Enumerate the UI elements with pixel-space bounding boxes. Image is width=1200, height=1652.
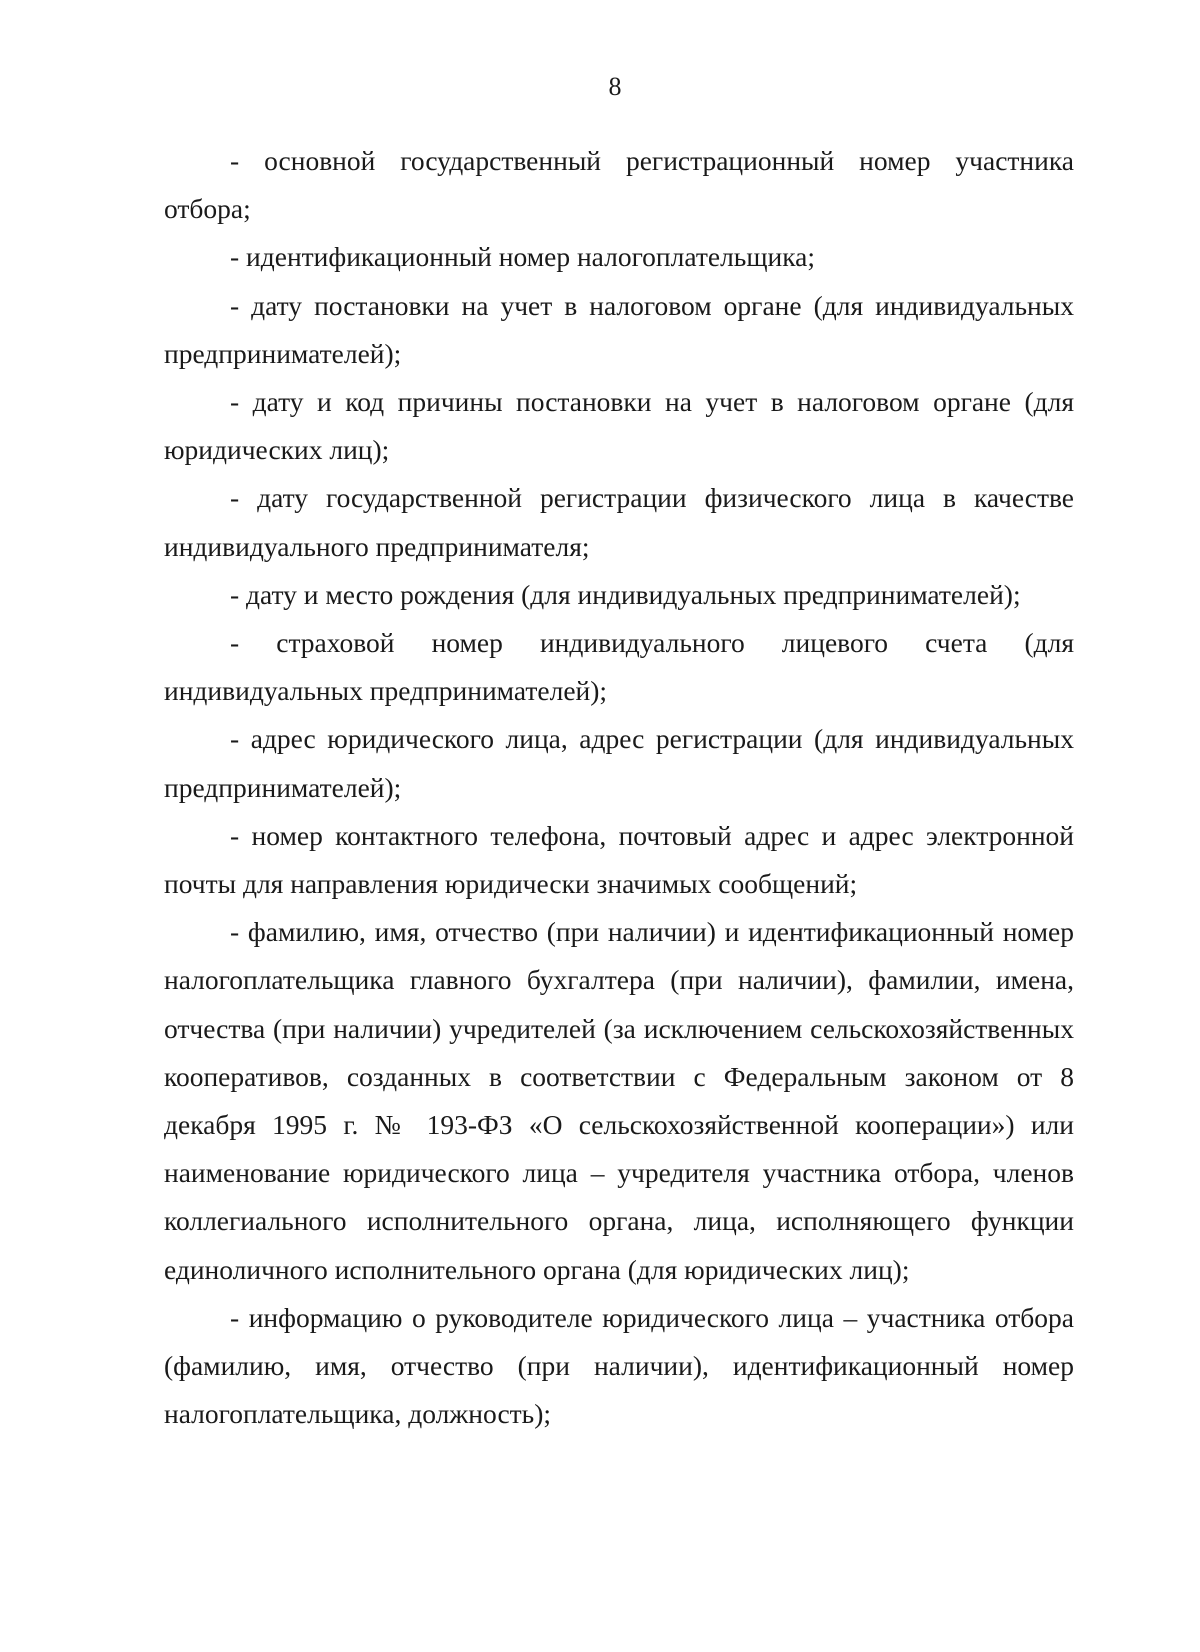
document-body xyxy=(164,137,1074,1438)
paragraph-address: - адрес юридического лица, адрес регистрации (для индивидуальных предпринимателей); xyxy=(164,723,1074,803)
paragraph-founders-info: - фамилию, имя, отчество (при наличии) и идентификационный номер налогоплательщика главного бухгалтера (при наличии), фамилии, имена, отчества (при наличии) учредителей (за исключением сельскохозяйственных кооперативов, созданных в соответствии с Федеральным законом от 8 декабря 1995 г. № 193-ФЗ «О сельскохозяйственной кооперации») или наименование юридического лица – учредителя участника отбора, членов коллегиального исполнительного органа, лица, исполняющего функции единоличного исполнительного органа (для юридических лиц); xyxy=(164,916,1074,1285)
paragraph-head-info: - информацию о руководителе юридического лица – участника отбора (фамилию, имя, отчество (при наличии), идентификационный номер налогоплательщика, должность); xyxy=(164,1301,1074,1430)
paragraph-tax-registration-date: - дату постановки на учет в налоговом органе (для индивидуальных предпринимателей); xyxy=(164,289,1074,369)
paragraph-state-registration-date: - дату государственной регистрации физического лица в качестве индивидуального предпринимателя; xyxy=(164,482,1074,562)
paragraph-kpp: - дату и код причины постановки на учет в налоговом органе (для юридических лиц); xyxy=(164,386,1074,466)
page-number: 8 xyxy=(608,72,622,101)
paragraph-snils: - страховой номер индивидуального лицевого счета (для индивидуальных предпринимателей); xyxy=(164,627,1074,707)
paragraph-contacts: - номер контактного телефона, почтовый адрес и адрес электронной почты для направления юридически значимых сообщений; xyxy=(164,819,1074,900)
paragraph-birth-date-place: - дату и место рождения (для индивидуальных предпринимателей); xyxy=(230,578,1021,610)
paragraph-ogrn: - основной государственный регистрационный номер участника отбора; xyxy=(164,145,1074,225)
paragraph-inn: - идентификационный номер налогоплательщика; xyxy=(230,241,816,273)
